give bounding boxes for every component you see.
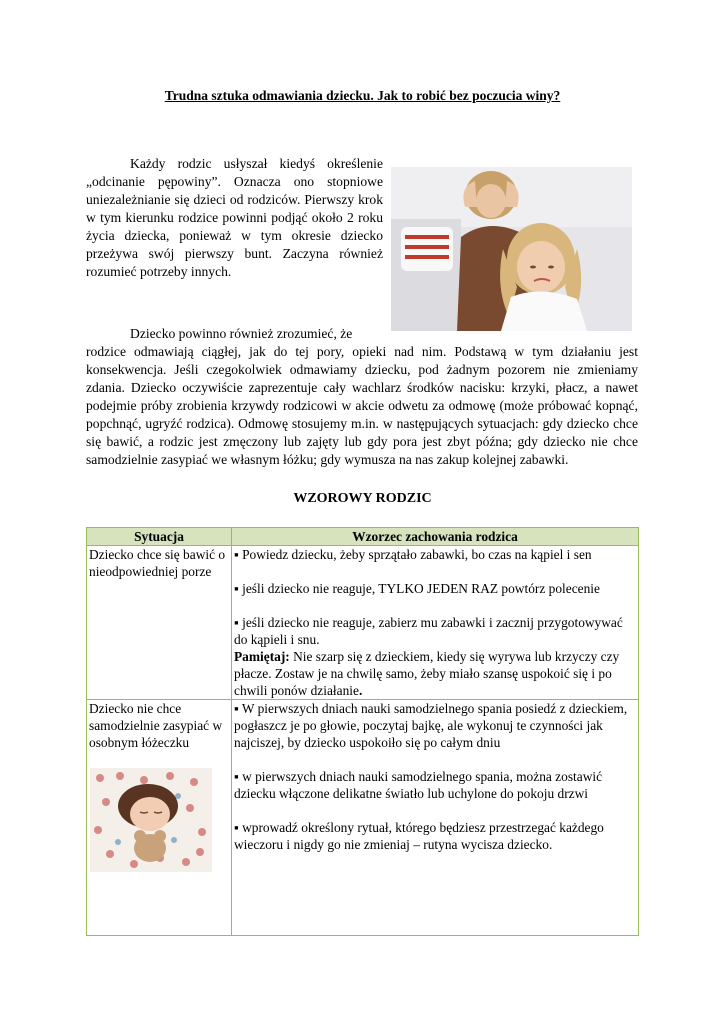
remember-text: Nie szarp się z dzieckiem, kiedy się wyrywa lub krzyczy czy płacze. Zostaw je na chwilę samo, żeby miało szansę uspokoić się i po chwili ponów działanie — [234, 649, 620, 698]
intro-paragraph: Każdy rodzic usłyszał kiedyś określenie „odcinanie pępowiny”. Oznacza ono stopniowe uniezależnianie się dzieci od rodziców. Pierwszy krok w tym kierunku rodzice powinni podjąć około 2 roku życia dziecka, ponieważ w tym okresie dziecko przeżywa swój pierwszy bunt. Zaczyna również rozumieć potrzeby innych. — [86, 156, 383, 279]
main-paragraph-body: rodzice odmawiają ciągłej, jak do tej pory, opieki nad nim. Podstawą w tym działaniu jest konsekwencja. Jeśli czegokolwiek odmawiamy dziecku, pod żadnym pozorem nie zmieniamy zdania. Dziecko oczywiście zaprezentuje cały wachlarz środków nacisku: krzyki, płacz, a nawet podejmie próby zrobienia krzywdy rodzicowi w akcie odwetu za odmowę (może próbować kopnąć, popchnąć, ugryźć rodzica). Odmowę stosujemy m.in. w następujących sytuacjach: gdy dziecko chce się bawić, a rodzic jest zmęczony lub zajęty lub gdy pora jest zbyt późna; gdy dziecko nie chce samodzielnie zasypiać we własnym łóżku; gdy wymusza na nas zakup kolejnej zabawki. — [86, 344, 638, 467]
behaviour-item: ▪ jeśli dziecko nie reaguje, zabierz mu zabawki i zacznij przygotowywać do kąpieli i snu. — [234, 615, 623, 647]
behaviour-item: ▪ Powiedz dziecku, żeby sprzątało zabawki, bo czas na kąpiel i sen — [234, 547, 592, 562]
article-title: Trudna sztuka odmawiania dziecku. Jak to robić bez poczucia winy? — [164, 88, 561, 103]
behaviour-item: ▪ jeśli dziecko nie reaguje, TYLKO JEDEN RAZ powtórz polecenie — [234, 581, 600, 596]
behaviour-cell — [232, 700, 639, 936]
photo-illustration — [391, 167, 632, 331]
section-heading: WZOROWY RODZIC — [293, 491, 432, 506]
situation-cell — [87, 546, 232, 700]
remember-label: Pamiętaj: — [234, 649, 290, 664]
behaviour-item: ▪ wprowadź określony rytuał, którego będziesz przestrzegać każdego wieczoru i nigdy go nie zmieniaj – rutyna wycisza dziecko. — [234, 820, 604, 852]
situation-text: Dziecko chce się bawić o nieodpowiedniej porze — [89, 547, 226, 579]
main-paragraph — [86, 325, 638, 469]
table-header-row — [87, 528, 639, 546]
main-paragraph-first-line: Dziecko powinno również zrozumieć, że — [130, 326, 353, 341]
table-row — [87, 700, 639, 936]
remember-period: . — [358, 683, 363, 698]
header-situation: Sytuacja — [87, 528, 232, 546]
remember-note — [234, 648, 636, 699]
photo-stressed-mother-crying-girl — [391, 167, 632, 331]
photo-sleeping-girl — [90, 768, 212, 872]
situation-text: Dziecko nie chce samodzielnie zasypiać w osobnym łóżeczku — [89, 701, 223, 750]
header-behaviour: Wzorzec zachowania rodzica — [232, 528, 639, 546]
parent-behaviour-table — [86, 527, 639, 936]
behaviour-item: ▪ W pierwszych dniach nauki samodzielnego spania posiedź z dzieckiem, pogłaszcz je po głowie, poczytaj bajkę, ale wykonuj te czynności jak najciszej, by dziecko uspokoiło się po całym dniu — [234, 701, 628, 750]
behaviour-cell — [232, 546, 639, 700]
table-row — [87, 546, 639, 700]
behaviour-item: ▪ w pierwszych dniach nauki samodzielnego spania, można zostawić dziecku włączone delikatne światło lub uchylone do pokoju drzwi — [234, 769, 603, 801]
situation-cell — [87, 700, 232, 936]
photo-illustration-sleeping — [90, 768, 212, 872]
